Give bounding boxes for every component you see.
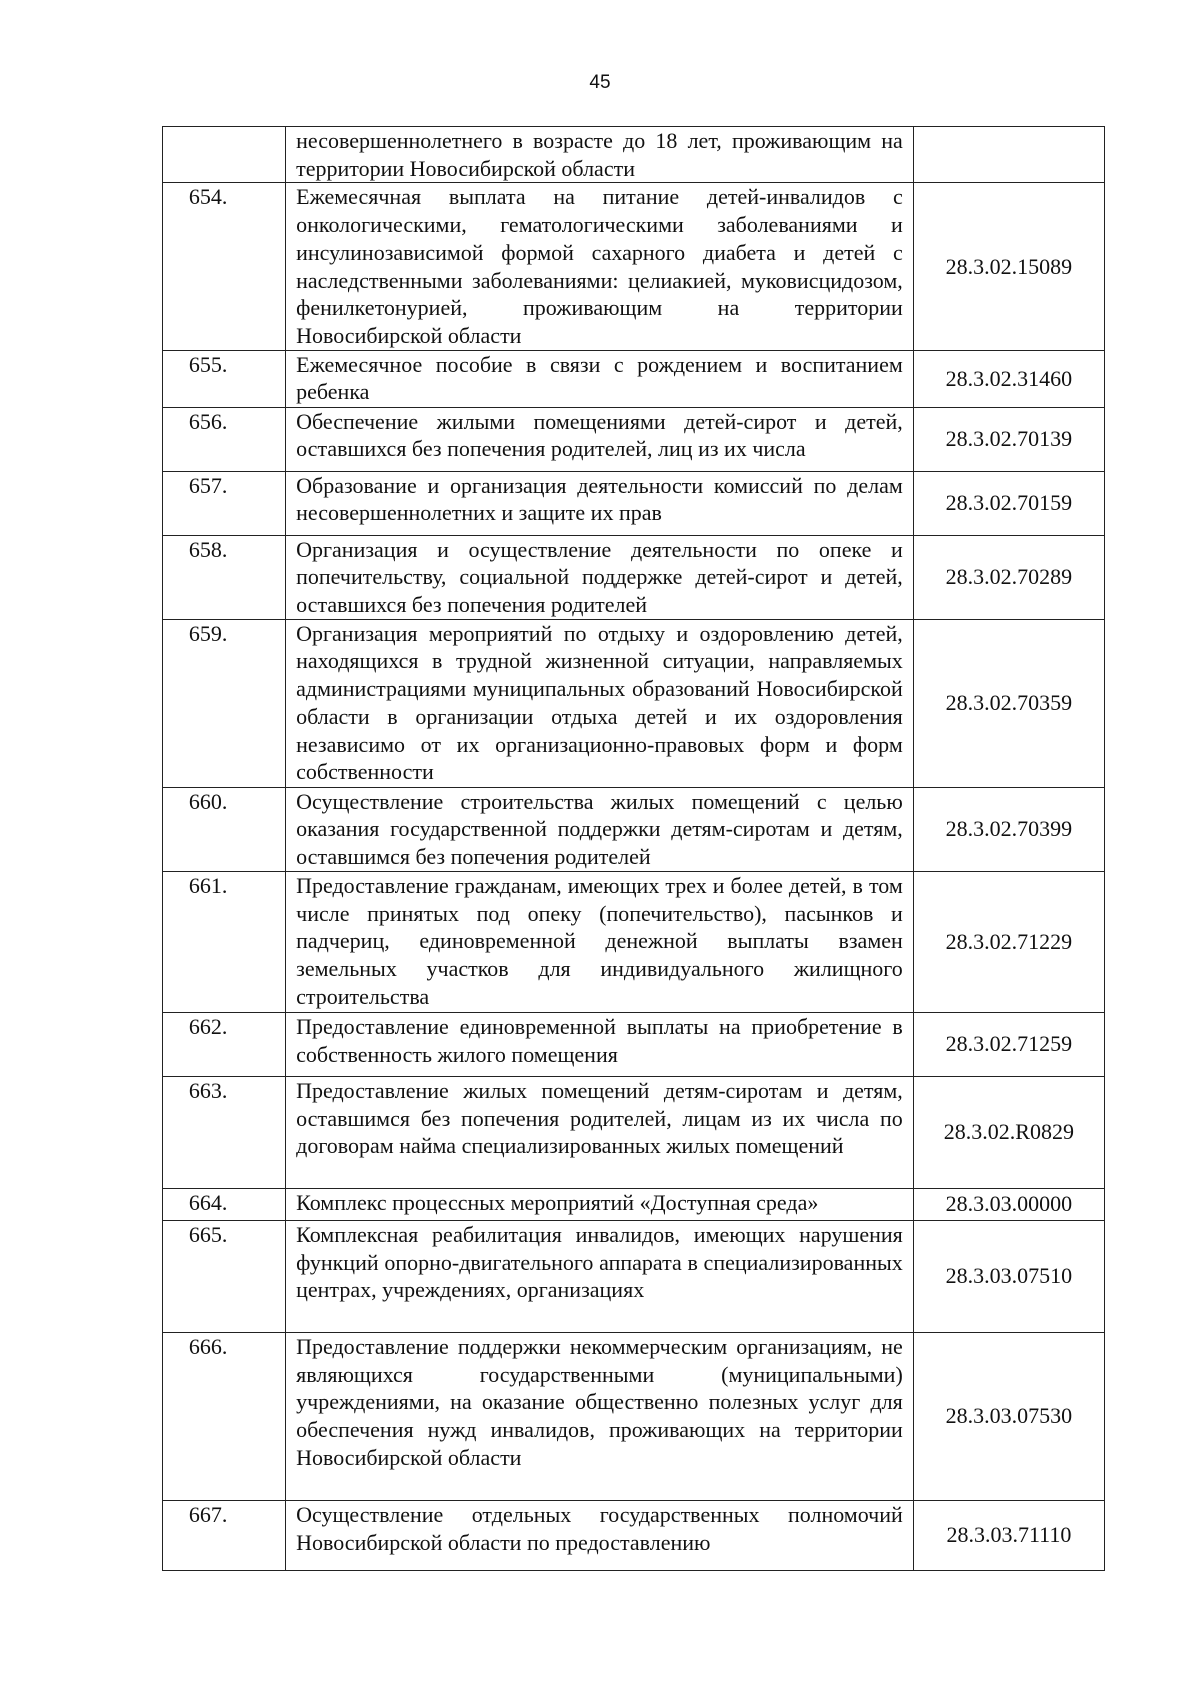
table-row	[163, 535, 1105, 619]
row-code-cell: 28.3.02.71229	[913, 871, 1104, 1012]
row-number-cell: 665.	[163, 1220, 286, 1332]
row-number-cell: 655.	[163, 350, 286, 407]
row-number-cell: 664.	[163, 1188, 286, 1220]
row-name-cell: Предоставление гражданам, имеющих трех и более детей, в том числе принятых под опеку (попечительство), пасынков и падчериц, единовременной денежной выплаты взамен земельных участков для индивидуального жилищного строительства	[286, 871, 914, 1012]
row-code-cell: 28.3.02.15089	[913, 183, 1104, 350]
budget-classification-table	[162, 126, 1105, 1571]
row-code-cell: 28.3.03.07530	[913, 1332, 1104, 1500]
table-row	[163, 787, 1105, 871]
table-row	[163, 619, 1105, 787]
table-row	[163, 471, 1105, 535]
row-number-cell	[163, 127, 286, 183]
row-code-cell: 28.3.02.71259	[913, 1012, 1104, 1076]
row-code-cell: 28.3.03.07510	[913, 1220, 1104, 1332]
row-number-cell: 656.	[163, 407, 286, 471]
table-row	[163, 1220, 1105, 1332]
row-name-cell: Организация мероприятий по отдыху и оздоровлению детей, находящихся в трудной жизненной ситуации, направляемых администрациями муниципальных образований Новосибирской области в организации отдыха детей и их оздоровления независимо от их организационно-правовых форм и форм собственности	[286, 619, 914, 787]
table-row	[163, 871, 1105, 1012]
table-row	[163, 127, 1105, 183]
table-row	[163, 1188, 1105, 1220]
row-code-cell: 28.3.02.31460	[913, 350, 1104, 407]
page-number: 45	[589, 72, 611, 93]
table-row	[163, 1076, 1105, 1188]
row-code-cell: 28.3.02.70159	[913, 471, 1104, 535]
row-name-cell: Образование и организация деятельности комиссий по делам несовершеннолетних и защите их прав	[286, 471, 914, 535]
row-number-cell: 667.	[163, 1500, 286, 1570]
row-code-cell: 28.3.02.70139	[913, 407, 1104, 471]
row-number-cell: 666.	[163, 1332, 286, 1500]
table-row	[163, 1012, 1105, 1076]
row-name-cell: Предоставление поддержки некоммерческим организациям, не являющихся государственными (муниципальными) учреждениями, на оказание общественно полезных услуг для обеспечения нужд инвалидов, проживающих на территории Новосибирской области	[286, 1332, 914, 1500]
row-code-cell: 28.3.02.R0829	[913, 1076, 1104, 1188]
row-number-cell: 658.	[163, 535, 286, 619]
row-number-cell: 660.	[163, 787, 286, 871]
row-code-cell: 28.3.02.70359	[913, 619, 1104, 787]
row-name-cell: Комплекс процессных мероприятий «Доступная среда»	[286, 1188, 914, 1220]
table-row	[163, 350, 1105, 407]
row-number-cell: 657.	[163, 471, 286, 535]
row-number-cell: 661.	[163, 871, 286, 1012]
row-number-cell: 662.	[163, 1012, 286, 1076]
row-code-cell: 28.3.03.71110	[913, 1500, 1104, 1570]
table-row	[163, 1500, 1105, 1570]
table-row	[163, 407, 1105, 471]
row-name-cell: Организация и осуществление деятельности по опеке и попечительству, социальной поддержке детей-сирот и детей, оставшихся без попечения родителей	[286, 535, 914, 619]
row-code-cell: 28.3.02.70399	[913, 787, 1104, 871]
row-name-cell: Обеспечение жилыми помещениями детей-сирот и детей, оставшихся без попечения родителей, лиц из их числа	[286, 407, 914, 471]
row-name-cell: Комплексная реабилитация инвалидов, имеющих нарушения функций опорно-двигательного аппарата в специализированных центрах, учреждениях, организациях	[286, 1220, 914, 1332]
table-row	[163, 1332, 1105, 1500]
row-name-cell: несовершеннолетнего в возрасте до 18 лет, проживающим на территории Новосибирской области	[286, 127, 914, 183]
row-code-cell: 28.3.02.70289	[913, 535, 1104, 619]
row-code-cell: 28.3.03.00000	[913, 1188, 1104, 1220]
row-name-cell: Ежемесячное пособие в связи с рождением и воспитанием ребенка	[286, 350, 914, 407]
row-number-cell: 663.	[163, 1076, 286, 1188]
row-number-cell: 654.	[163, 183, 286, 350]
table-row	[163, 183, 1105, 350]
row-code-cell	[913, 127, 1104, 183]
row-name-cell: Осуществление отдельных государственных полномочий Новосибирской области по предоставлению	[286, 1500, 914, 1570]
row-name-cell: Ежемесячная выплата на питание детей-инвалидов с онкологическими, гематологическими заболеваниями и инсулинозависимой формой сахарного диабета и детей с наследственными заболеваниями: целиакией, муковисцидозом, фенилкетонурией, проживающим на территории Новосибирской области	[286, 183, 914, 350]
row-number-cell: 659.	[163, 619, 286, 787]
row-name-cell: Предоставление жилых помещений детям-сиротам и детям, оставшимся без попечения родителей, лицам из их числа по договорам найма специализированных жилых помещений	[286, 1076, 914, 1188]
row-name-cell: Предоставление единовременной выплаты на приобретение в собственность жилого помещения	[286, 1012, 914, 1076]
row-name-cell: Осуществление строительства жилых помещений с целью оказания государственной поддержки детям-сиротам и детям, оставшимся без попечения родителей	[286, 787, 914, 871]
